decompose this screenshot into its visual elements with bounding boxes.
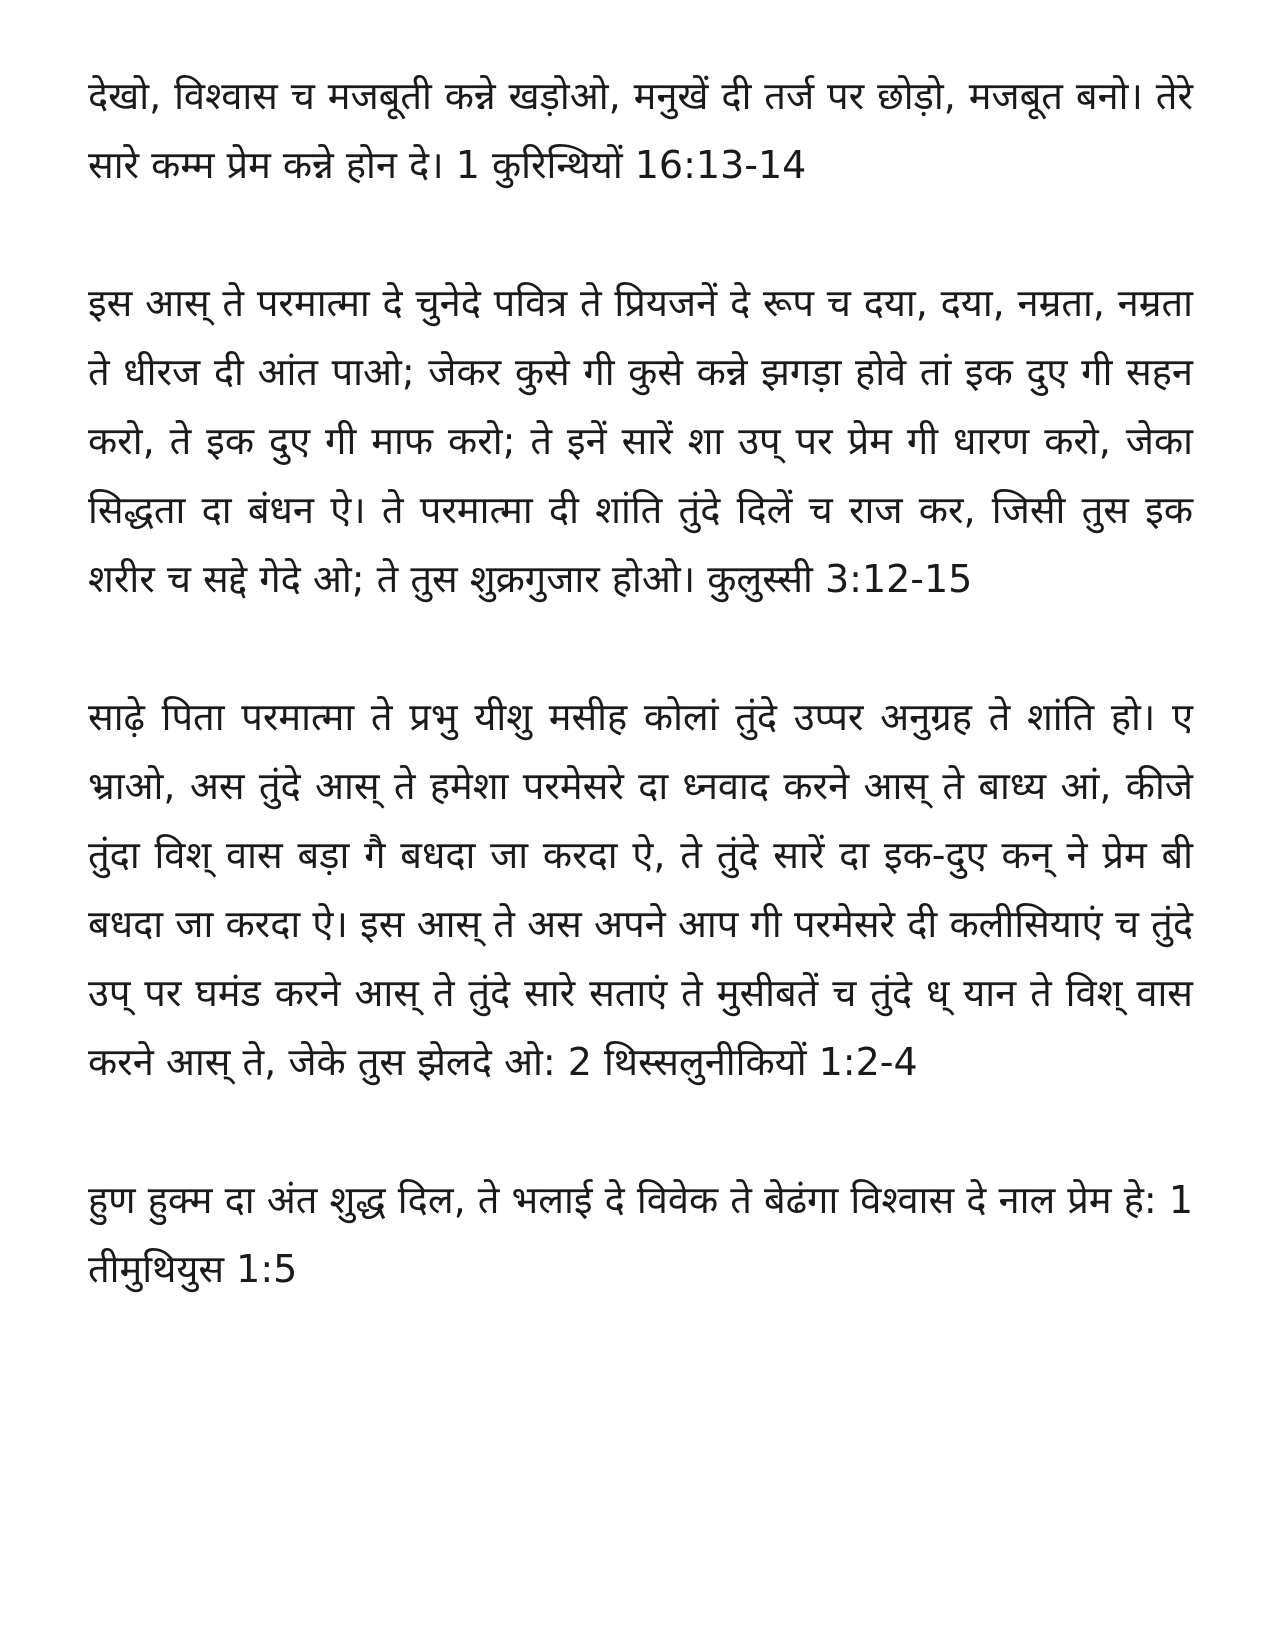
paragraph-2-thessalonians: साढ़े पिता परमात्मा ते प्रभु यीशु मसीह कोलां तुंदे उप्पर अनुग्रह ते शांति हो। ए भ्राओ, अस तुंदे आस् ते हमेशा परमेसरे दा ध्नवाद करने आस् ते बाध्य आं, कीजे तुंदा विश् वास बड़ा गै बधदा जा करदा ऐ, ते तुंदे सारें दा इक-दुए कन् ने प्रेम बी बधदा जा करदा ऐ। इस आस् ते अस अपने आप गी परमेसरे दी कलीसियाएं च तुंदे उप् पर घमंड करने आस् ते तुंदे सारे सताएं ते मुसीबतें च तुंदे ध् यान ते विश् वास करने आस् ते, जेके तुस झेलदे ओ: 2 थिस्सलुनीकियों 1:2-4 xyxy=(88,695,1193,1084)
paragraph-1-corinthians: देखो, विश्वास च मजबूती कन्ने खड़ोओ, मनुखें दी तर्ज पर छोड़ो, मजबूत बनो। तेरे सारे कम्म प्रेम कन्ने होन दे। 1 कुरिन्थियों 16:13-14 xyxy=(88,74,1193,187)
paragraph-colossians: इस आस् ते परमात्मा दे चुनेदे पवित्र ते प्रियजनें दे रूप च दया, दया, नम्रता, नम्रता ते धीरज दी आंत पाओ; जेकर कुसे गी कुसे कन्ने झगड़ा होवे तां इक दुए गी सहन करो, ते इक दुए गी माफ करो; ते इनें सारें शा उप् पर प्रेम गी धारण करो, जेका सिद्धता दा बंधन ऐ। ते परमात्मा दी शांति तुंदे दिलें च राज कर, जिसी तुस इक शरीर च सद्दे गेदे ओ; ते तुस शुक्रगुजार होओ। कुलुस्सी 3:12-15 xyxy=(88,281,1193,601)
document-body xyxy=(88,62,1193,1304)
paragraph-1-timothy: हुण हुक्म दा अंत शुद्ध दिल, ते भलाई दे विवेक ते बेढंगा विश्वास दे नाल प्रेम हे: 1 तीमुथियुस 1:5 xyxy=(88,1178,1193,1291)
